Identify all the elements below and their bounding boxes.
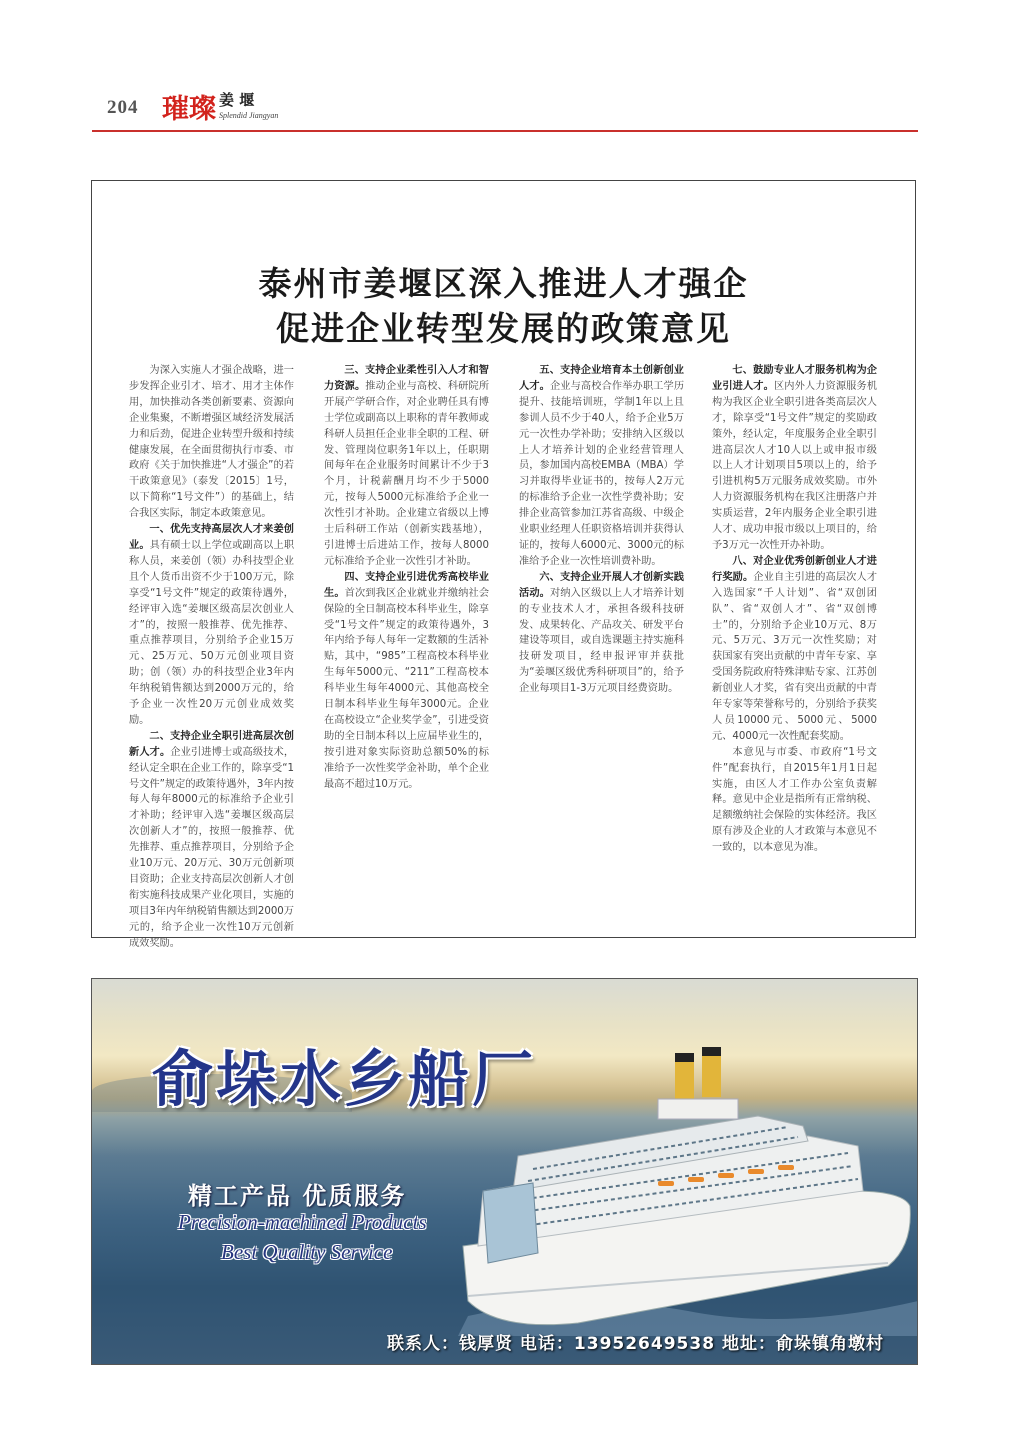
section-7: [712, 363, 877, 554]
closing-paragraph: 本意见与市委、市政府“1号文件”配套执行，自2015年1月1日起实施，由区人才工作办公室负责解释。意见中企业是指所有正常纳税、足额缴纳社会保险的实体经济。我区原有涉及企业的人才政策与本意见不一致的，以本意见为准。: [712, 746, 877, 854]
magazine-logo-sub: 姜 堰: [219, 91, 255, 109]
section-4: [324, 570, 489, 793]
shipyard-advertisement: [91, 978, 918, 1365]
section-4-heading: 四、支持企业引进优秀高校毕业生。: [324, 571, 489, 599]
section-6: [519, 570, 684, 697]
section-2-heading: 二、支持企业全职引进高层次创新人才。: [129, 730, 294, 758]
section-1-body: 具有硕士以上学位或副高以上职称人员，来姜创（领）办科技型企业且个人货币出资不少于100万元，除享受“1号文件”规定的政策待遇外，经评审入选“姜堰区级高层次创业人才”的，按照一般推荐、优先推荐、重点推荐项目，分别给予企业15万元、25万元、50万元创业项目资助；创（领）办的科技型企业3年内年纳税销售额达到2000万元的，给予企业一次性20万元创业成效奖励。: [129, 539, 295, 726]
section-8-heading: 八、对企业优秀创新创业人才进行奖励。: [712, 555, 877, 583]
ad-company-name: 俞垛水乡船厂: [152, 1044, 537, 1115]
section-7-body: 区内外人力资源服务机构为我区企业全职引进各类高层次人才，除享受“1号文件”规定的奖励政策外，经认定，年度服务企业全职引进高层次人才10人以上或申报市级以上人才计划项目5项以上的，给予引进机构5万元服务成效奖励。市外人力资源服务机构在我区注册落户并实质运营，2年内服务企业全职引进人才、成功申报市级以上项目的，给予3万元一次性开办补助。: [712, 380, 878, 551]
text-column-2: [324, 363, 489, 792]
article-box: [91, 180, 916, 949]
ad-slogan: 精工产品 优质服务: [188, 1182, 407, 1210]
section-5-heading: 五、支持企业培育本土创新创业人才。: [519, 365, 684, 392]
section-3-heading: 三、支持企业柔性引入人才和智力资源。: [324, 365, 489, 392]
article-title-line1: 泰州市姜堰区深入推进人才强企: [258, 264, 749, 303]
article-title-line2: 促进企业转型发展的政策意见: [276, 309, 731, 348]
section-2: [129, 729, 294, 952]
text-column-1: [129, 363, 294, 952]
section-3: [324, 363, 489, 570]
section-7-heading: 七、鼓励专业人才服务机构为企业引进人才。: [712, 365, 877, 392]
section-8: [712, 554, 877, 745]
magazine-logo: 璀璨: [162, 94, 216, 125]
intro-paragraph: 为深入实施人才强企战略，进一步发挥企业引才、培才、用才主体作用，加快推动各类创新要素、资源向企业集聚，不断增强区域经济发展活力和后劲，促进企业转型升级和持续健康发展，在全面贯彻执行市委、市政府《关于加快推进“人才强企”的若干政策意见》（泰发〔2015〕1号，以下简称“1号文件”）的基础上，结合我区实际，制定本政策意见。: [129, 365, 294, 520]
text-column-3: [519, 363, 684, 697]
page-number: 204: [107, 97, 139, 118]
section-2-body: 企业引进博士或高级技术，经认定全职在企业工作的，除享受“1号文件”规定的政策待遇外，3年内按每人每年8000元的标准给予企业引才补助；经评审入选“姜堰区级高层次创新人才”的，按照一般推荐、优先推荐、重点推荐项目，分别给予企业10万元、20万元、30万元创新项目资助；企业支持高层次创新人才创衔实施科技成果产业化项目，实施的项目3年内年纳税销售额达到2000万元的，给予企业一次性10万元创新成效奖励。: [129, 746, 295, 949]
ad-english-line-1: Precision-machined Products: [178, 1210, 427, 1234]
section-1-heading: 一、优先支持高层次人才来姜创业。: [129, 524, 294, 551]
text-column-4: [712, 363, 877, 856]
section-3-body: 推动企业与高校、科研院所开展产学研合作，对企业聘任具有博士学位或副高以上职称的青年教师或科研人员担任企业非全职的工程、研发、管理岗位职务1年以上，任职期间每年在企业服务时间累计不少于3个月，计税薪酬月均不少于5000元，按每人5000元标准给予企业一次性引才补助。企业建立省级以上博士后科研工作站（创新实践基地），引进博士后进站工作，按每人8000元标准给予企业一次性引才补助。: [324, 380, 490, 567]
ad-english-line-2: Best Quality Service: [221, 1240, 393, 1264]
section-6-heading: 六、支持企业开展人才创新实践活动。: [519, 571, 684, 599]
section-5-body: 企业与高校合作举办职工学历提升、技能培训班，学制1年以上且参训人员不少于40人，给予企业5万元一次性办学补助；安排纳入区级以上人才培养计划的企业经营管理人员，参加国内高校EMBA（MBA）学习并取得毕业证书的，按每人2万元的标准给予企业一次性学费补助；安排企业高管参加江苏省高级、中级企业职业经理人任职资格培训并获得认证的，按每人6000元、3000元的标准给予企业一次性培训费补助。: [519, 380, 685, 567]
section-8-body: 企业自主引进的高层次人才入选国家“千人计划”、省“双创团队”、省“双创人才”、省“双创博士”的，分别给予企业10万元、8万元、5万元、3万元一次性奖励；对获国家有突出贡献的中青年专家、享受国务院政府特殊津贴专家、江苏创新创业人才奖，省有突出贡献的中青年专家等荣誉称号的，分别给予获奖人员10000元、5000元、5000元、4000元一次性配套奖励。: [712, 571, 878, 742]
section-5: [519, 363, 684, 570]
magazine-logo-en: Splendid Jiangyan: [219, 111, 279, 120]
header-rule: [92, 130, 918, 132]
section-1: [129, 522, 294, 729]
section-4-body: 首次到我区企业就业并缴纳社会保险的全日制高校本科毕业生，除享受“1号文件”规定的政策待遇外，3年内给予每人每年一定数额的生活补贴，其中，“985”工程高校本科毕业生每年5000元、“211”工程高校本科毕业生每年4000元、其他高校全日制本科毕业生每年3000元。企业在高校设立“企业奖学金”，引进受资助的全日制本科以上应届毕业生的，按引进对象实际资助总额50%的标准给予一次性奖学金补助，单个企业最高不超过10万元。: [324, 587, 490, 790]
ad-contact-line: 联系人：钱厚贤 电话：13952649538 地址：俞垛镇角墩村: [387, 1334, 884, 1354]
section-6-body: 对纳入区级以上人才培养计划的专业技术人才，承担各级科技研发、成果转化、产品攻关、研发平台建设等项目，或自选课题主持实施科技研发项目，经申报评审并获批为“姜堰区级优秀科研项目”的，给予企业每项目1-3万元项目经费资助。: [519, 587, 685, 695]
page-header: [0, 0, 1012, 140]
